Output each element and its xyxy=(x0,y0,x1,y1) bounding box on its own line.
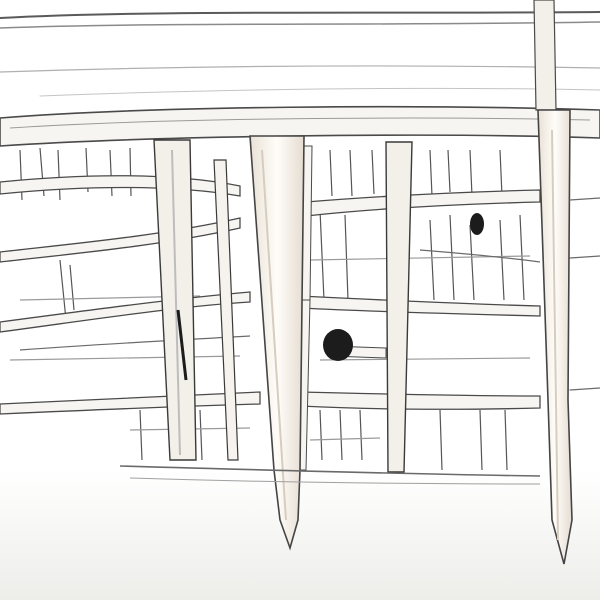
small-ink-knot xyxy=(470,213,484,235)
large-ink-knot xyxy=(323,329,353,361)
